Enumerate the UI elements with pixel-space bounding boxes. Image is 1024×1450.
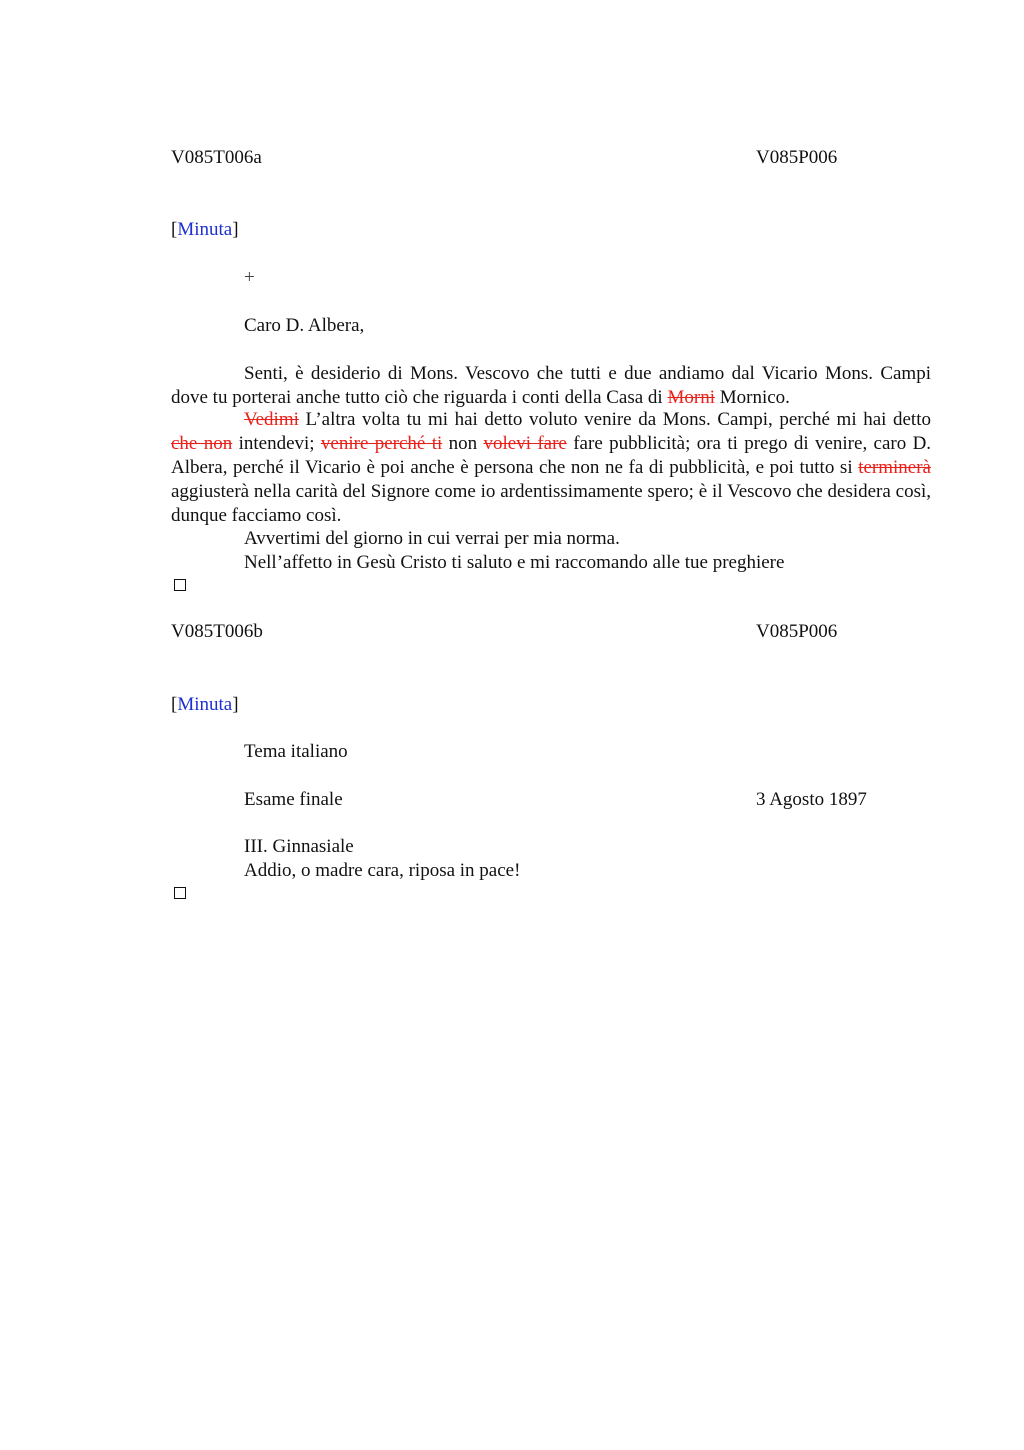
record-a-salutation: Caro D. Albera,	[244, 315, 365, 336]
record-a-paragraph-2	[171, 408, 931, 528]
p2-deletion-1: Vedimi	[244, 409, 299, 430]
p2-text-3: non	[448, 433, 478, 454]
p1-text-2: Mornico.	[719, 387, 790, 408]
record-b-line: Addio, o madre cara, riposa in pace!	[244, 860, 521, 881]
p2-deletion-5: terminerà	[858, 457, 931, 478]
record-b-date: 3 Agosto 1897	[756, 789, 867, 810]
p1-text-1: Senti, è desiderio di Mons. Vescovo che tutti e due andiamo dal Vicario Mons. Campi dove tu porterai anche tutto ciò che riguarda i conti della Casa di	[171, 363, 931, 408]
record-a-paragraph-3: Avvertimi del giorno in cui verrai per mia norma.	[244, 528, 620, 549]
p1-deletion-1: Morni	[667, 387, 715, 408]
p2-deletion-2: che non	[171, 433, 233, 454]
p2-text-4: fare pubblicità; ora ti prego di venire, caro D. Albera, perché il Vicario è poi anche è persona che non ne fa di pubblicità, e poi tutto si	[171, 433, 932, 478]
p2-deletion-3: venire perché ti	[320, 433, 443, 454]
record-b-id-right: V085P006	[756, 621, 838, 642]
record-a-cross: +	[244, 267, 255, 288]
record-b-class: III. Ginnasiale	[244, 836, 354, 857]
record-b-minuta-text: Minuta	[177, 694, 233, 715]
record-b-minuta-label: [Minuta]	[171, 694, 239, 715]
p2-text-2: intendevi;	[238, 433, 315, 454]
record-b-exam: Esame finale	[244, 789, 343, 810]
p2-text-1: L’altra volta tu mi hai detto voluto venire da Mons. Campi, perché mi hai detto	[305, 409, 931, 430]
end-box-icon	[174, 887, 186, 899]
record-a-id-right: V085P006	[756, 147, 838, 168]
record-b-title: Tema italiano	[244, 741, 348, 762]
record-a-minuta-label: [Minuta]	[171, 219, 239, 240]
end-box-icon	[174, 579, 186, 591]
record-a-id-left: V085T006a	[171, 147, 262, 168]
p2-deletion-4: volevi fare	[483, 433, 567, 454]
record-a-minuta-text: Minuta	[177, 219, 233, 240]
record-a-paragraph-1	[171, 362, 931, 410]
record-a-paragraph-4: Nell’affetto in Gesù Cristo ti saluto e mi raccomando alle tue preghiere	[244, 552, 785, 573]
p2-text-5: aggiusterà nella carità del Signore come io ardentissimamente spero; è il Vescovo che desidera così, dunque facciamo così.	[171, 481, 931, 526]
record-b-id-left: V085T006b	[171, 621, 263, 642]
